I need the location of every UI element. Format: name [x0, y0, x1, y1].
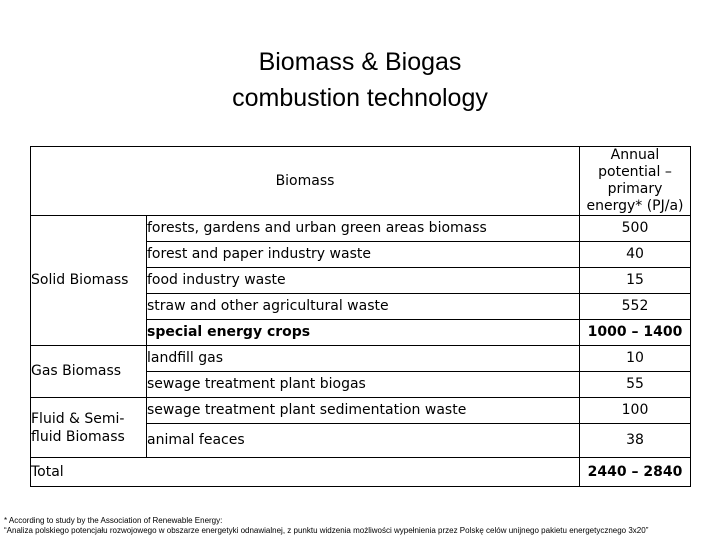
table-row — [31, 216, 691, 242]
item-value: 552 — [580, 294, 691, 320]
item-label: forests, gardens and urban green areas biomass — [147, 216, 580, 242]
total-row — [31, 458, 691, 487]
total-value: 2440 – 2840 — [580, 458, 691, 487]
footnote-line-2: “Analiza polskiego potencjału rozwojowego w obszarze energetyki odnawialnej, z punktu widzenia możliwości wypełnienia przez Polskę celów unijnego pakietu energetycznego 3x20” — [4, 526, 649, 535]
item-label: forest and paper industry waste — [147, 242, 580, 268]
item-value: 100 — [580, 398, 691, 424]
footnote — [4, 516, 716, 536]
item-label: sewage treatment plant sedimentation waste — [147, 398, 580, 424]
footnote-line-1: * According to study by the Association of Renewable Energy: — [4, 516, 223, 525]
group-fluid-biomass: Fluid & Semi-fluid Biomass — [31, 398, 147, 458]
biomass-potential-table — [30, 146, 691, 487]
group-gas-biomass: Gas Biomass — [31, 346, 147, 398]
item-label: landfill gas — [147, 346, 580, 372]
item-value: 38 — [580, 424, 691, 458]
item-value: 500 — [580, 216, 691, 242]
title-line-1: Biomass & Biogas — [258, 48, 462, 76]
group-solid-biomass: Solid Biomass — [31, 216, 147, 346]
page-title — [0, 44, 720, 116]
item-value: 40 — [580, 242, 691, 268]
table-header-row — [31, 147, 691, 216]
title-line-2: combustion technology — [232, 84, 488, 112]
item-label: straw and other agricultural waste — [147, 294, 580, 320]
table-row — [31, 398, 691, 424]
item-label: sewage treatment plant biogas — [147, 372, 580, 398]
header-category: Biomass — [31, 147, 580, 216]
item-value: 55 — [580, 372, 691, 398]
item-value: 1000 – 1400 — [580, 320, 691, 346]
item-label: food industry waste — [147, 268, 580, 294]
item-label: special energy crops — [147, 320, 580, 346]
table-row — [31, 346, 691, 372]
total-label: Total — [31, 458, 580, 487]
header-potential: Annual potential – primary energy* (PJ/a) — [580, 147, 691, 216]
item-value: 15 — [580, 268, 691, 294]
item-label: animal feaces — [147, 424, 580, 458]
item-value: 10 — [580, 346, 691, 372]
